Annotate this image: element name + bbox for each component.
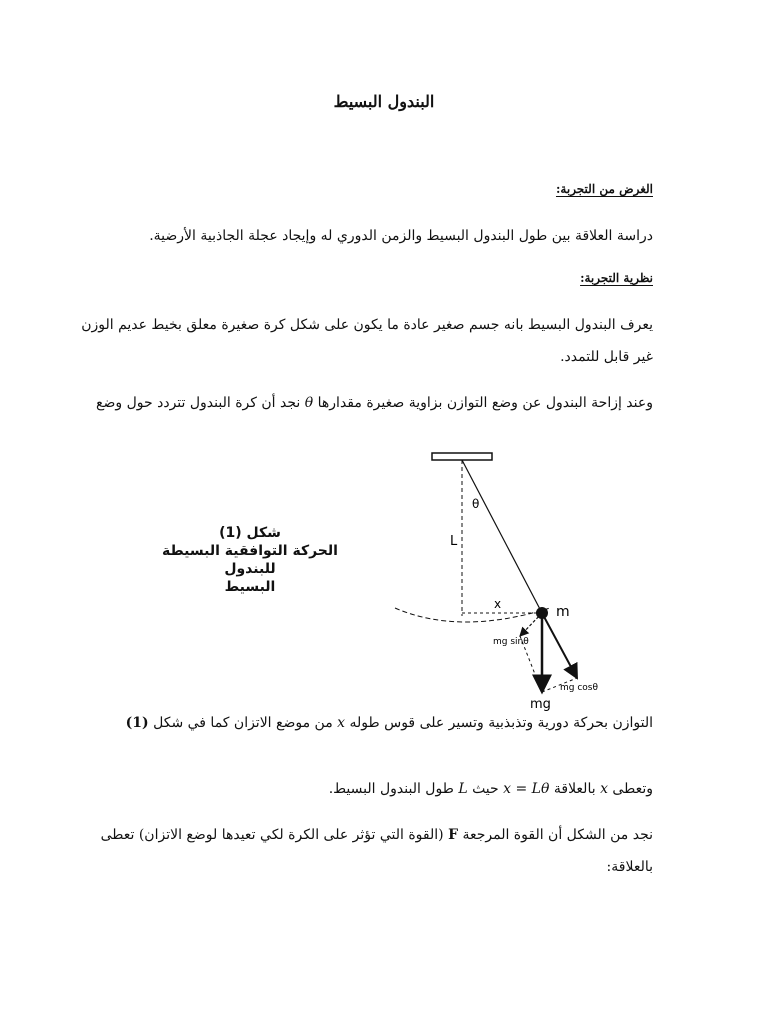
purpose-heading: الغرض من التجربة: bbox=[555, 182, 653, 196]
figure-reference: (1) bbox=[125, 715, 149, 731]
mass-label: m bbox=[556, 604, 570, 620]
length-symbol: L bbox=[458, 781, 468, 797]
force-symbol: F bbox=[448, 827, 459, 843]
normal-force-label: mg cosθ bbox=[560, 683, 598, 693]
text-segment: (القوة التي تؤثر على الكرة لكي تعيدها لوضع الاتزان) تعطى bbox=[100, 827, 444, 843]
length-label: L bbox=[450, 534, 458, 549]
normal-component-vector bbox=[542, 613, 577, 678]
x-symbol: x bbox=[337, 715, 346, 731]
weight-label: mg bbox=[530, 697, 551, 712]
swing-arc bbox=[395, 608, 550, 622]
text-segment: حيث bbox=[472, 781, 499, 797]
text-segment: بالعلاقة bbox=[553, 781, 596, 797]
pendulum-diagram bbox=[380, 448, 620, 713]
figure-caption-line: البسيط bbox=[224, 579, 276, 595]
theory-paragraph-2-line-2 bbox=[126, 713, 653, 733]
text-segment: وعند إزاحة البندول عن وضع التوازن بزاوية صغيرة مقدارها bbox=[317, 395, 653, 411]
figure-caption-line: الحركة التوافقية البسيطة للبندول bbox=[162, 543, 338, 577]
theory-paragraph-2-line-1 bbox=[96, 393, 653, 413]
pendulum-string bbox=[462, 460, 542, 613]
figure-caption bbox=[140, 524, 360, 596]
text-segment: نجد من الشكل أن القوة المرجعة bbox=[462, 827, 653, 843]
text-segment: التوازن بحركة دورية وتذبذبية وتسير على قوس طوله bbox=[349, 715, 653, 731]
theta-symbol: θ bbox=[304, 395, 314, 411]
tangential-force-label: mg sinθ bbox=[493, 637, 529, 647]
theory-paragraph-line-2: غير قابل للتمدد. bbox=[560, 349, 653, 365]
purpose-text: دراسة العلاقة بين طول البندول البسيط والزمن الدوري له وإيجاد عجلة الجاذبية الأرضية. bbox=[149, 228, 653, 244]
force-line-2: بالعلاقة: bbox=[606, 859, 653, 875]
displacement-label: x bbox=[494, 597, 502, 611]
text-segment: طول البندول البسيط. bbox=[328, 781, 454, 797]
ceiling-support bbox=[432, 453, 492, 460]
page-title: البندول البسيط bbox=[333, 92, 435, 111]
theta-label: θ bbox=[472, 497, 480, 511]
text-segment: من موضع الاتزان كما في شكل bbox=[153, 715, 333, 731]
theory-heading: نظرية التجربة: bbox=[580, 271, 653, 285]
text-segment: نجد أن كرة البندول تتردد حول وضع bbox=[96, 395, 301, 411]
relation-line bbox=[329, 779, 653, 799]
text-segment: وتعطى bbox=[612, 781, 653, 797]
theory-paragraph-line-1: يعرف البندول البسيط بانه جسم صغير عادة ما يكون على شكل كرة صغيرة معلق بخيط عديم الوزن bbox=[81, 317, 653, 333]
relation-equation: x = Lθ bbox=[503, 781, 550, 797]
force-line-1 bbox=[101, 825, 653, 845]
x-symbol: x bbox=[600, 781, 608, 797]
figure-caption-title: شكل (1) bbox=[219, 525, 281, 541]
